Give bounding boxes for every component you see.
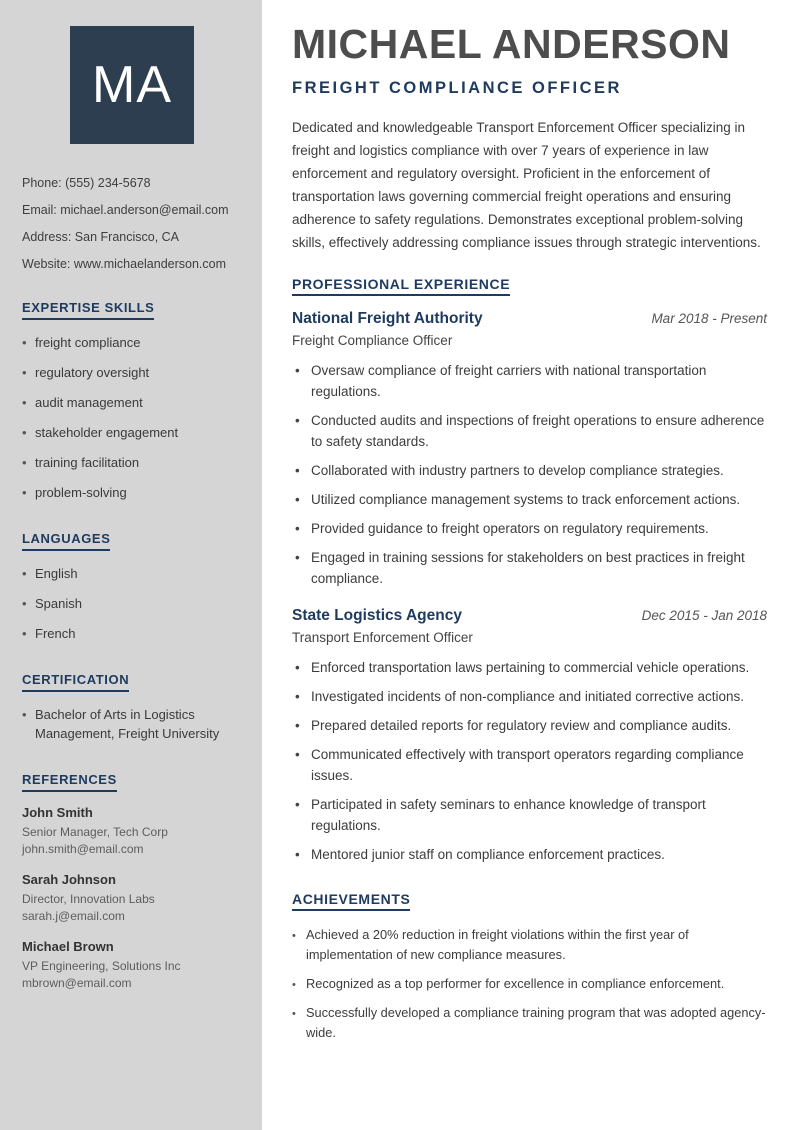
skills-heading: EXPERTISE SKILLS — [22, 300, 154, 320]
job-bullet-list — [292, 360, 767, 589]
job-dates: Mar 2018 - Present — [651, 311, 767, 327]
skill-item: • audit management — [22, 393, 242, 412]
experience-bullet: • Communicated effectively with transport operators regarding compliance issues. — [295, 744, 767, 786]
skills-list — [22, 333, 242, 502]
experience-bullet: • Participated in safety seminars to enhance knowledge of transport regulations. — [295, 794, 767, 836]
experience-bullet: • Utilized compliance management systems to track enforcement actions. — [295, 489, 767, 510]
references-section — [22, 771, 242, 992]
language-item: • French — [22, 624, 242, 643]
reference-role: Director, Innovation Labs — [22, 892, 155, 906]
reference-entry — [22, 939, 242, 992]
reference-role: Senior Manager, Tech Corp — [22, 825, 168, 839]
job-role: Transport Enforcement Officer — [292, 630, 473, 646]
reference-email: john.smith@email.com — [22, 842, 144, 856]
reference-name: John Smith — [22, 805, 93, 820]
skills-section — [22, 299, 242, 502]
experience-bullet: • Conducted audits and inspections of freight operations to ensure adherence to safety standards. — [295, 410, 767, 452]
job-header — [292, 607, 767, 625]
experience-bullet: • Prepared detailed reports for regulatory review and compliance audits. — [295, 715, 767, 736]
skill-item: • problem-solving — [22, 483, 242, 502]
experience-bullet: • Provided guidance to freight operators on regulatory requirements. — [295, 518, 767, 539]
contact-line: Address: San Francisco, CA — [22, 230, 180, 244]
language-item: • Spanish — [22, 594, 242, 613]
references-heading: REFERENCES — [22, 772, 117, 792]
experience-bullet: • Oversaw compliance of freight carriers with national transportation regulations. — [295, 360, 767, 402]
job-dates: Dec 2015 - Jan 2018 — [641, 608, 767, 624]
skill-item: • freight compliance — [22, 333, 242, 352]
achievements-section — [292, 891, 767, 1043]
achievement-bullet: • Achieved a 20% reduction in freight violations within the first year of implementation of new compliance measures. — [292, 925, 767, 965]
achievement-bullet: • Recognized as a top performer for excellence in compliance enforcement. — [292, 974, 767, 994]
certification-heading: CERTIFICATION — [22, 672, 129, 692]
person-title: FREIGHT COMPLIANCE OFFICER — [292, 79, 622, 98]
job-role: Freight Compliance Officer — [292, 333, 453, 349]
languages-list — [22, 564, 242, 643]
experience-heading: PROFESSIONAL EXPERIENCE — [292, 276, 510, 296]
job-entry — [292, 310, 767, 589]
certification-list — [22, 705, 242, 743]
company-name: National Freight Authority — [292, 310, 483, 328]
reference-email: sarah.j@email.com — [22, 909, 125, 923]
skill-item: • stakeholder engagement — [22, 423, 242, 442]
job-entry — [292, 607, 767, 865]
summary-paragraph: Dedicated and knowledgeable Transport Enforcement Officer specializing in freight and logistics compliance with over 7 years of experience in law enforcement and regulatory oversight. Proficient in the enforcement of transportation laws governing commercial freight operations and ensuring adherence to safety regulations. Demonstrates exceptional problem-solving skills, effectively addressing compliance issues through strategic interventions. — [292, 120, 761, 251]
skill-item: • training facilitation — [22, 453, 242, 472]
skill-item: • regulatory oversight — [22, 363, 242, 382]
experience-bullet: • Investigated incidents of non-compliance and initiated corrective actions. — [295, 686, 767, 707]
reference-name: Michael Brown — [22, 939, 114, 954]
reference-entry — [22, 805, 242, 858]
experience-bullet: • Enforced transportation laws pertaining to commercial vehicle operations. — [295, 657, 767, 678]
contact-line: Website: www.michaelanderson.com — [22, 257, 227, 271]
job-bullet-list — [292, 657, 767, 865]
certification-item: • Bachelor of Arts in Logistics Management, Freight University — [22, 705, 242, 743]
main-content — [262, 0, 800, 1130]
reference-name: Sarah Johnson — [22, 872, 116, 887]
person-name: MICHAEL ANDERSON — [292, 21, 731, 67]
sidebar — [0, 0, 262, 1130]
experience-bullet: • Mentored junior staff on compliance enforcement practices. — [295, 844, 767, 865]
contact-line: Phone: (555) 234-5678 — [22, 176, 151, 190]
monogram-initials: MA — [92, 56, 172, 114]
contact-line: Email: michael.anderson@email.com — [22, 203, 229, 217]
languages-section — [22, 530, 242, 643]
achievements-list — [292, 925, 767, 1043]
reference-entry — [22, 872, 242, 925]
experience-bullet: • Collaborated with industry partners to develop compliance strategies. — [295, 460, 767, 481]
avatar-monogram — [70, 26, 194, 144]
experience-bullet: • Engaged in training sessions for stakeholders on best practices in freight compliance. — [295, 547, 767, 589]
references-list — [22, 805, 242, 992]
languages-heading: LANGUAGES — [22, 531, 110, 551]
reference-email: mbrown@email.com — [22, 976, 132, 990]
language-item: • English — [22, 564, 242, 583]
achievements-heading: ACHIEVEMENTS — [292, 891, 410, 911]
reference-role: VP Engineering, Solutions Inc — [22, 959, 181, 973]
achievement-bullet: • Successfully developed a compliance training program that was adopted agency-wide. — [292, 1003, 767, 1043]
contact-list — [22, 176, 242, 271]
job-header — [292, 310, 767, 328]
certification-section — [22, 671, 242, 743]
company-name: State Logistics Agency — [292, 607, 462, 625]
experience-section — [292, 276, 767, 865]
